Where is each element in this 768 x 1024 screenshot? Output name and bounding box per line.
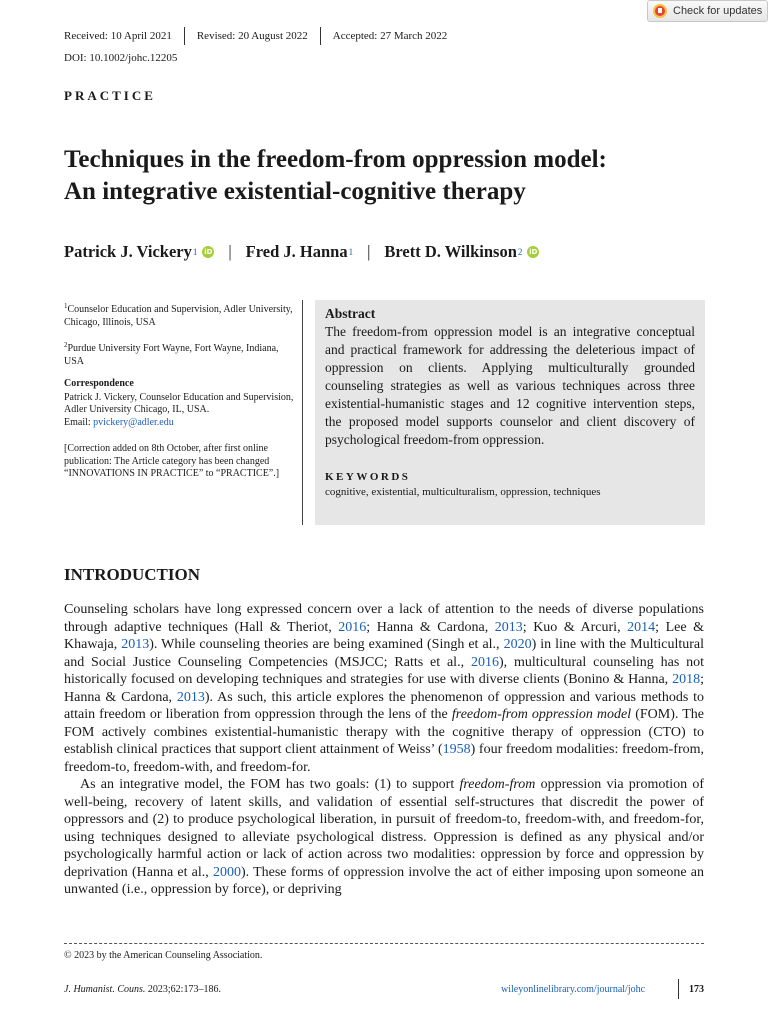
citation-link[interactable]: 1958 [442, 742, 471, 757]
affiliation: $^1$Counselor Education and Supervision, Adler University, Chicago, Illinois, USA [64, 302, 293, 328]
journal-url-link[interactable]: wileyonlinelibrary.com/journal/johc [501, 984, 646, 995]
article-title [64, 144, 724, 208]
correction-note: [Correction added on 8th October, after first online publication: The Article category has been changed “INNOVATIONS IN PRACTICE” to “PRACTICE”.] [64, 443, 280, 479]
citation-link[interactable]: 2016 [338, 619, 367, 635]
author-separator: | [228, 242, 232, 261]
abstract-text: The freedom-from oppression model is an integrative conceptual and practical framework for addressing the deleterious impact of oppression on clients. Applying multiculturally grounded counseling strategies as well as various techniques across three existential-humanistic stages and 12 cognitive intervention steps, the proposed model supports counselor and client discovery of psychological freedom-from oppression. [325, 324, 695, 447]
author-separator: | [367, 242, 371, 261]
journal-citation: J. Humanist. Couns. 2023;62:173–186. [64, 984, 221, 995]
section-heading-introduction: INTRODUCTION [64, 565, 201, 584]
paragraph: Counseling scholars have long expressed concern over a lack of attention to the needs of diverse populations through adaptive techniques (Hall & Theriot, 2016; Hanna & Cardona, 2013; Kuo & Arcuri, 2014; Lee & Khawaja, 2013). While counseling theories are being examined (Singh et al., 2020) in line with the Multicultural and Social Justice Counseling Competencies (MSJCC; Ratts et al., 2016), multicultural counseling has not historically focused on developing techniques and strategies for use with diverse clients (Bonino & Hanna, 2018; Hanna & Cardona, 2013). As such, this article explores the phenomenon of oppression and various methods to attain freedom or liberation from oppression through the lens of the freedom-from oppression model (FOM). The FOM actively combines existential-humanistic therapy with the cognitive therapy of oppression (CTO) to establish clinical practices that support client attainment of Weiss’ (1958) four freedom modalities: freedom-from, freedom-to, freedom-with, and freedom-for. [64, 602, 705, 775]
orcid-icon[interactable]: iD [204, 248, 213, 256]
paragraph: As an integrative model, the FOM has two goals: (1) to support freedom-from oppression via promotion of well-being, recovery of latent skills, and validation of essential self-structures that discredit the power of oppressors and (2) to produce psychological liberation, in pursuit of freedom-to, freedom-with, and freedom-for, using techniques designed to alleviate psychological distress. Oppression is defined as any physical and/or psychologically harmful action or lack of action across two modalities: oppression by force and oppression by deprivation (Hanna et al., 2000). These forms of oppression involve the act of either imposing upon someone an unwanted (i.e., oppression by force), or depriving [64, 777, 704, 897]
citation-link[interactable]: 2013 [121, 637, 150, 652]
section-tag: PRACTICE [64, 88, 156, 103]
citation-link[interactable]: 2014 [627, 619, 656, 635]
orcid-icon[interactable]: iD [529, 248, 538, 256]
check-for-updates-button[interactable] [647, 0, 768, 22]
affiliation-ref[interactable]: 1 [192, 247, 198, 257]
correspondence-text: Patrick J. Vickery, Counselor Education and Supervision, Adler University Chicago, IL, USA. Email: pvickery@adler.edu [64, 391, 294, 428]
date-divider [320, 27, 321, 45]
affiliation-ref[interactable]: 2 [517, 247, 523, 257]
keywords-heading: KEYWORDS [325, 471, 411, 483]
title-line-1: Techniques in the freedom-from oppression model: [64, 146, 607, 173]
article-info-column [64, 300, 294, 491]
correspondence-heading: Correspondence [64, 378, 134, 389]
check-updates-label: Check for updates [673, 5, 763, 17]
doi: DOI: 10.1002/johc.12205 [64, 52, 178, 64]
email-link[interactable]: pvickery@adler.edu [93, 416, 174, 428]
keywords-list: cognitive, existential, multiculturalism, oppression, techniques [325, 486, 601, 498]
abstract-heading: Abstract [325, 306, 376, 321]
revised-date: Revised: 20 August 2022 [196, 30, 308, 42]
check-updates-icon [653, 4, 667, 18]
article-dates [64, 27, 447, 45]
received-date: Received: 10 April 2021 [64, 30, 172, 42]
affiliation-ref[interactable]: 1 [348, 247, 354, 257]
footnote-divider [64, 943, 704, 944]
author-name[interactable]: Brett D. Wilkinson [384, 242, 517, 261]
body-text [64, 601, 704, 899]
accepted-date: Accepted: 27 March 2022 [332, 30, 448, 42]
date-divider [184, 27, 185, 45]
column-divider [302, 300, 303, 525]
affiliation: $^2$Purdue University Fort Wayne, Fort Wayne, Indiana, USA [64, 341, 279, 367]
footer-divider [678, 979, 679, 999]
citation-link[interactable]: 2000 [212, 864, 241, 880]
author-name[interactable]: Patrick J. Vickery [64, 242, 192, 261]
abstract-box [315, 300, 705, 525]
page-number: 173 [689, 984, 704, 995]
citation-link[interactable]: 2016 [470, 654, 499, 670]
citation-link[interactable]: 2013 [494, 619, 523, 635]
copyright-notice: © 2023 by the American Counseling Association. [64, 950, 263, 961]
author-list [64, 242, 539, 262]
citation-link[interactable]: 2013 [176, 689, 205, 705]
title-line-2: An integrative existential-cognitive therapy [64, 178, 526, 205]
author-name[interactable]: Fred J. Hanna [245, 242, 348, 261]
citation-link[interactable]: 2020 [503, 637, 532, 652]
citation-link[interactable]: 2018 [672, 672, 701, 687]
